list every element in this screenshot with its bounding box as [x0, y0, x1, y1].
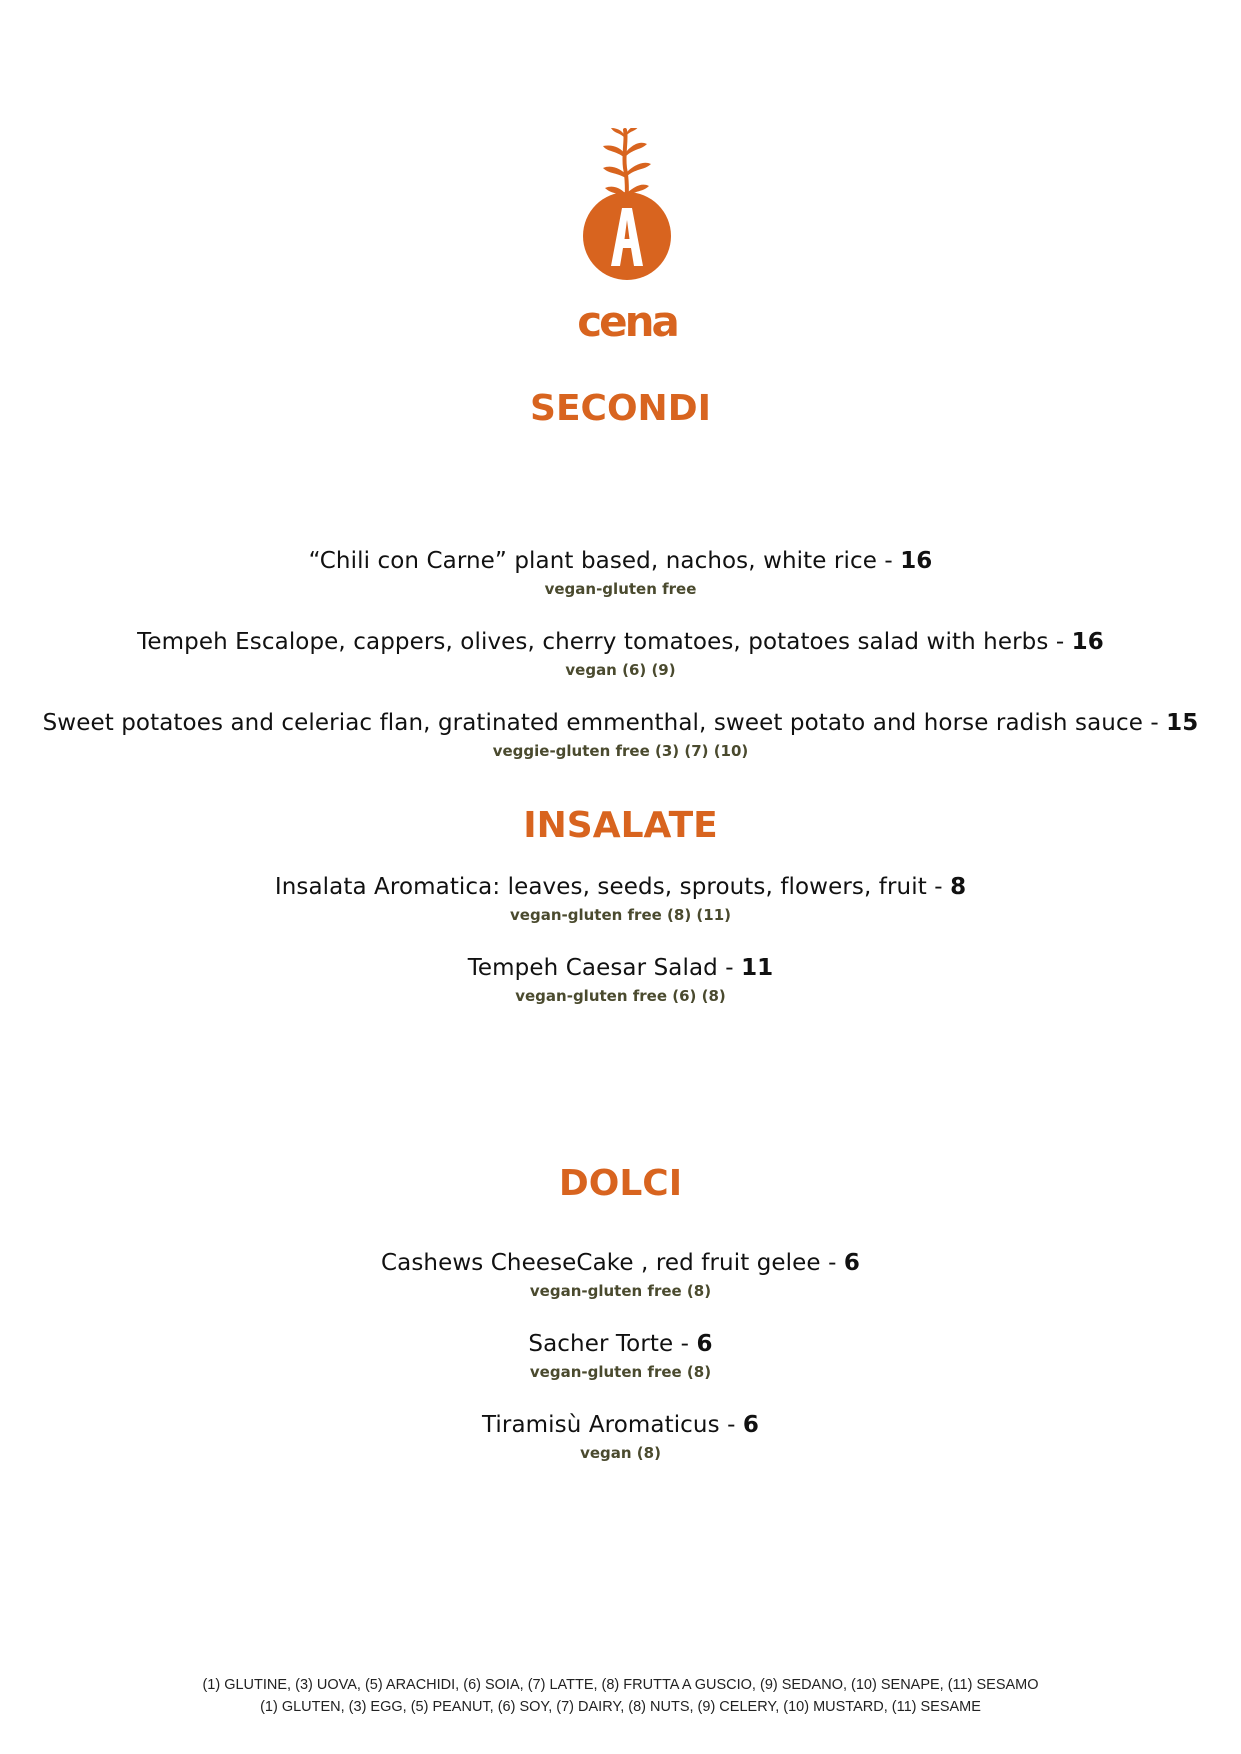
- item-tags: vegan (6) (9): [565, 661, 676, 679]
- item-tags: vegan-gluten free (6) (8): [515, 987, 726, 1005]
- item-price: 6: [742, 1412, 760, 1438]
- item-price: 8: [950, 874, 967, 900]
- section-title-insalate: INSALATE: [523, 805, 718, 846]
- menu-item: [0, 546, 1241, 600]
- menu-item: [0, 872, 1241, 926]
- item-price: 6: [696, 1331, 713, 1357]
- item-description: [0, 872, 1241, 902]
- item-description: [0, 1329, 1241, 1359]
- item-text: Insalata Aromatica: leaves, seeds, sprouts, flowers, fruit -: [274, 874, 951, 900]
- menu-item: [0, 1248, 1241, 1302]
- item-description: [0, 708, 1241, 738]
- menu-item: [0, 627, 1241, 681]
- item-price: 6: [843, 1250, 860, 1276]
- section-title-dolci: DOLCI: [558, 1163, 683, 1204]
- item-description: [0, 546, 1241, 576]
- item-tags: vegan (8): [580, 1444, 661, 1462]
- menu-item: [0, 1410, 1241, 1464]
- item-text: Tiramisù Aromaticus -: [481, 1412, 743, 1438]
- item-tags: vegan-gluten free (8) (11): [510, 906, 731, 924]
- item-description: [0, 1248, 1241, 1278]
- item-tags: veggie-gluten free (3) (7) (10): [492, 742, 749, 760]
- item-price: 15: [1166, 710, 1199, 736]
- section-title-secondi: SECONDI: [530, 388, 711, 429]
- item-text: Sweet potatoes and celeriac flan, gratinated emmenthal, sweet potato and horse radish sauce -: [42, 710, 1167, 736]
- menu-item: [0, 708, 1241, 762]
- menu-item: [0, 953, 1241, 1007]
- item-tags: vegan-gluten free (8): [529, 1363, 712, 1381]
- logo-graphic: [567, 128, 687, 348]
- allergen-legend-english: (1) GLUTEN, (3) EGG, (5) PEANUT, (6) SOY, (7) DAIRY, (8) NUTS, (9) CELERY, (10) MUSTARD, (11) SESAME: [260, 1699, 981, 1715]
- item-description: [0, 953, 1241, 983]
- item-text: Cashews CheeseCake , red fruit gelee -: [380, 1250, 844, 1276]
- item-text: Tempeh Caesar Salad -: [467, 955, 742, 981]
- item-tags: vegan-gluten free: [544, 580, 697, 598]
- item-description: [0, 1410, 1241, 1440]
- item-price: 16: [900, 548, 933, 574]
- menu-item: [0, 1329, 1241, 1383]
- item-description: [0, 627, 1241, 657]
- allergen-legend-italian: (1) GLUTINE, (3) UOVA, (5) ARACHIDI, (6) SOIA, (7) LATTE, (8) FRUTTA A GUSCIO, (9) SEDANO, (10) SENAPE, (11) SESAMO: [202, 1677, 1039, 1693]
- allergen-legend: [0, 1674, 1241, 1718]
- item-text: Tempeh Escalope, cappers, olives, cherry tomatoes, potatoes salad with herbs -: [137, 629, 1072, 655]
- item-price: 11: [741, 955, 774, 981]
- item-tags: vegan-gluten free (8): [529, 1282, 712, 1300]
- restaurant-logo: [567, 128, 687, 348]
- item-text: Sacher Torte -: [528, 1331, 697, 1357]
- logo-word: cena: [577, 297, 677, 346]
- item-text: “Chili con Carne” plant based, nachos, white rice -: [308, 548, 901, 574]
- item-price: 16: [1071, 629, 1104, 655]
